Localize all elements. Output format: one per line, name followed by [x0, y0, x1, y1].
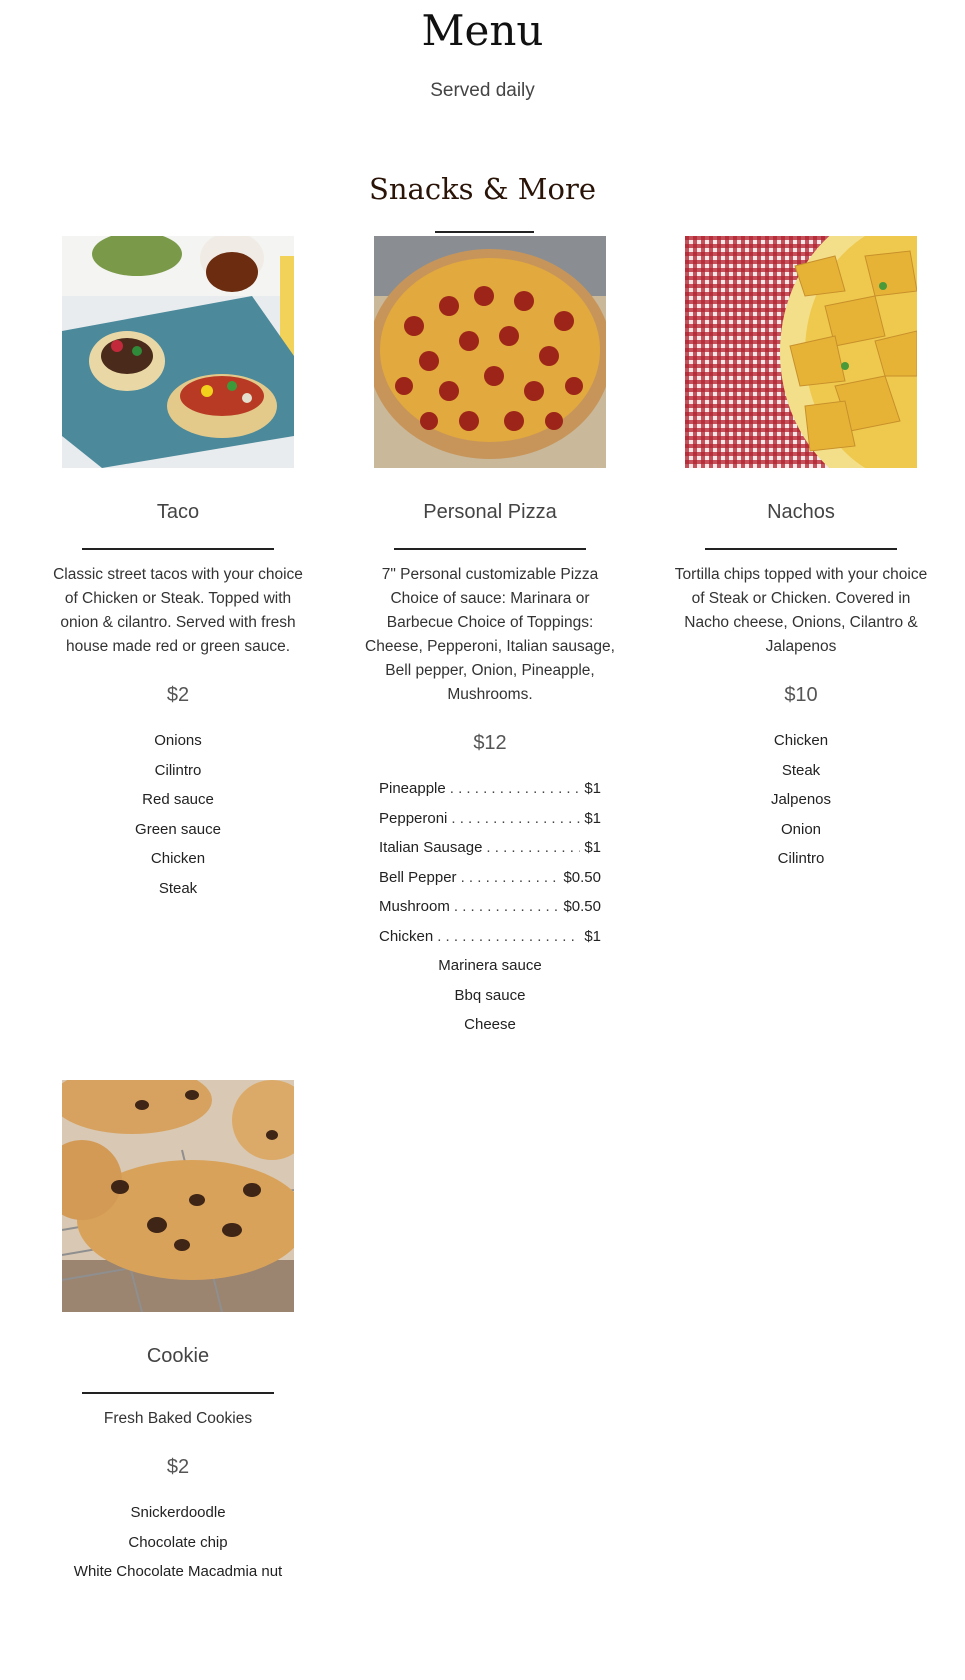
page-title: Menu [421, 6, 544, 55]
menu-item-taco [43, 236, 313, 919]
priced-option-row [379, 892, 601, 922]
item-price: $10 [784, 684, 818, 706]
option-price: $1 [584, 839, 601, 856]
option-item: Chocolate chip [128, 1533, 228, 1551]
nachos-image[interactable] [685, 236, 917, 468]
option-list [43, 726, 313, 903]
dot-leader [486, 833, 580, 863]
dot-leader [454, 892, 560, 922]
option-price: $1 [584, 809, 601, 827]
item-price: $12 [473, 732, 507, 754]
item-divider [394, 548, 586, 550]
option-item: Cilintro [777, 850, 825, 867]
option-item: Green sauce [135, 820, 221, 838]
priced-option-row [379, 833, 601, 863]
item-divider [82, 1392, 274, 1394]
option-name: Pepperoni [379, 809, 448, 827]
dot-leader [450, 774, 581, 804]
page-subtitle: Served daily [430, 80, 535, 101]
item-price: $2 [166, 1456, 190, 1478]
option-item: Chicken [150, 850, 206, 867]
option-name: Chicken [379, 927, 434, 945]
option-price: $1 [584, 780, 601, 797]
pizza-image[interactable] [374, 236, 606, 468]
option-item: Onions [154, 732, 202, 749]
option-price: $1 [584, 927, 601, 945]
priced-option-row [379, 922, 601, 952]
option-name: Bell Pepper [379, 868, 457, 886]
item-divider [82, 548, 274, 550]
option-item: Snickerdoodle [130, 1504, 226, 1521]
menu-item-personal-pizza [355, 236, 625, 1056]
cookie-image[interactable] [62, 1080, 294, 1312]
item-description: 7" Personal customizable Pizza Choice of sauce: Marinara or Barbecue Choice of Toppings: Cheese, Pepperoni, Italian sausage, Bell pepper, Onion, Pineapple, Mushrooms. [365, 566, 615, 703]
dot-leader [437, 922, 580, 952]
option-item: Jalpenos [770, 791, 832, 808]
option-list [43, 1498, 313, 1587]
option-item: Cilintro [154, 761, 202, 779]
section-title: Snacks & More [369, 172, 596, 206]
option-price: $0.50 [563, 868, 601, 886]
priced-option-row [379, 774, 601, 804]
priced-option-list [379, 774, 601, 951]
dot-leader [451, 804, 580, 834]
item-description: Fresh Baked Cookies [103, 1410, 253, 1427]
item-description: Tortilla chips topped with your choice of Steak or Chicken. Covered in Nacho cheese, Onions, Cilantro & Jalapenos [674, 566, 928, 655]
option-item: Red sauce [142, 791, 214, 808]
item-name: Taco [156, 501, 200, 523]
dot-leader [461, 863, 560, 893]
priced-option-row [379, 804, 601, 834]
item-name: Nachos [767, 501, 835, 523]
option-item: Cheese [464, 1016, 516, 1033]
option-list [355, 951, 625, 1040]
item-price: $2 [166, 684, 190, 706]
option-name: Pineapple [379, 780, 446, 797]
option-name: Mushroom [379, 898, 450, 915]
option-item: Onion [780, 820, 822, 838]
option-item: Bbq sauce [454, 986, 526, 1004]
taco-image[interactable] [62, 236, 294, 468]
item-description: Classic street tacos with your choice of Chicken or Steak. Topped with onion & cilantro. Served with fresh house made red or green sauce. [53, 566, 303, 655]
section-divider [435, 231, 534, 233]
option-item: Chicken [773, 732, 829, 749]
menu-item-nachos [666, 236, 936, 890]
option-name: Italian Sausage [379, 839, 483, 856]
priced-option-row [379, 863, 601, 893]
option-item: White Chocolate Macadmia nut [73, 1563, 283, 1580]
item-name: Cookie [146, 1345, 210, 1367]
item-divider [705, 548, 897, 550]
option-item: Marinera sauce [438, 957, 542, 974]
option-item: Steak [781, 761, 821, 779]
item-name: Personal Pizza [423, 501, 557, 523]
option-price: $0.50 [563, 898, 601, 915]
menu-item-cookie [43, 1080, 313, 1603]
option-item: Steak [158, 879, 198, 897]
option-list [666, 726, 936, 874]
